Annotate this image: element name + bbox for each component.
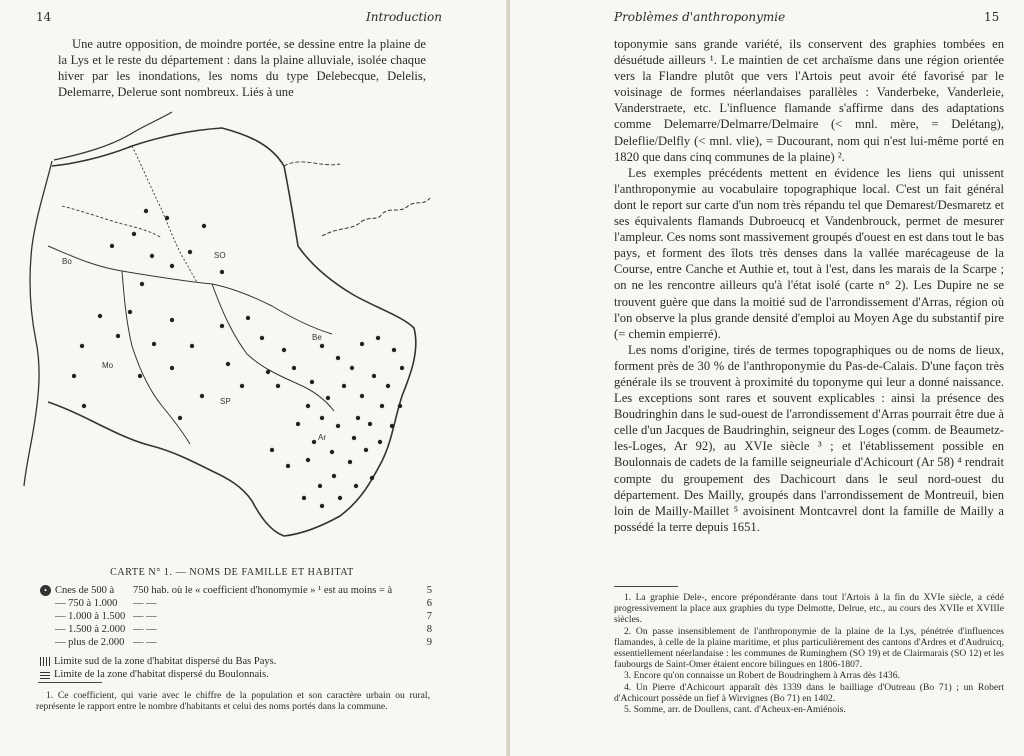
commune-dot: [246, 316, 250, 320]
frontier-line: [322, 198, 430, 236]
commune-dot: [132, 232, 136, 236]
footnote-left: 1. Ce coefficient, qui varie avec le chiffre de la population et son caractère urbain ou rural, représente le rapport entre le nombre d'habitants et celui des noms portés dans la commune.: [36, 690, 430, 713]
commune-dot: [378, 440, 382, 444]
footnote-3: 3. Encore qu'on connaisse un Robert de Boudringhem à Arras dès 1436.: [624, 670, 900, 682]
legend-cell: — 1.000 à 1.500: [55, 611, 126, 622]
commune-dot: [220, 324, 224, 328]
commune-dot: [138, 374, 142, 378]
legend-row: [40, 597, 432, 610]
commune-dot: [170, 264, 174, 268]
commune-dot-icon: •: [40, 585, 51, 596]
map-label-so: SO: [214, 251, 226, 260]
commune-dot: [128, 310, 132, 314]
commune-dot: [350, 366, 354, 370]
commune-dot: [306, 404, 310, 408]
map-label-ar: Ar: [318, 433, 326, 442]
legend-cell: Cnes de 500 à: [55, 585, 115, 596]
map-carte-1: [22, 106, 442, 554]
commune-dot: [286, 464, 290, 468]
commune-dot: [202, 224, 206, 228]
commune-dot: [292, 366, 296, 370]
commune-dot: [326, 396, 330, 400]
commune-dot: [342, 384, 346, 388]
legend-cell: — plus de 2.000: [55, 637, 125, 648]
right-body: [614, 36, 1004, 535]
running-head-right: Problèmes d'anthroponymie: [614, 10, 786, 24]
commune-dot: [165, 216, 169, 220]
commune-dot: [380, 404, 384, 408]
legend-cell: 6: [426, 598, 432, 609]
commune-dot: [200, 394, 204, 398]
commune-dot: [318, 484, 322, 488]
commune-dot: [370, 476, 374, 480]
commune-dot: [368, 422, 372, 426]
commune-dot: [306, 458, 310, 462]
commune-dot: [332, 474, 336, 478]
commune-dot: [320, 344, 324, 348]
commune-dot: [330, 450, 334, 454]
map-label-mo: Mo: [102, 361, 114, 370]
map-label-sp: SP: [220, 397, 231, 406]
commune-dot: [360, 342, 364, 346]
commune-dot: [188, 250, 192, 254]
commune-dot: [276, 384, 280, 388]
commune-dot: [372, 374, 376, 378]
running-head-left: Introduction: [366, 10, 442, 24]
commune-dot: [170, 318, 174, 322]
footnote-5: 5. Somme, arr. de Doullens, cant. d'Acheux-en-Amiénois.: [624, 704, 846, 716]
commune-dot: [226, 362, 230, 366]
commune-dot: [348, 460, 352, 464]
footnote-rule-left: [38, 682, 102, 683]
footnote-4: 4. Un Pierre d'Achicourt apparaît dès 1339 dans le bailliage d'Outreau (Bo 71) ; un Robert d'Achicourt possède un fief à Wirvignes (Bo 71) en 1402.: [614, 681, 1004, 704]
bas-pays-limit: [132, 146, 197, 282]
right-page: [510, 0, 1024, 756]
legend-row: [40, 610, 432, 623]
coastline: [24, 161, 52, 486]
paragraph-3: Les noms d'origine, tirés de termes topographiques ou de noms de lieux, forment près de 30 % de l'anthroponymie du Pas-de-Calais. D'une façon très générale ils se trouvent à proximité du toponyme qui leur a donné naissance. Les exceptions sont rares et souvent explicables : ainsi la présence des Boudringhin dans le sud-ouest de l'arrondissement d'Arras pourrait être due à celle d'un Jacques de Baudringhin, seigneur des Loges (comm. de Beaumetz-les-Loges, Ar 92), au XVIe siècle ³ ; et l'établissement possible en Boulonnais de cadets de la famille seigneuriale d'Achicourt (Ar 58) ⁴ rendrait compte du groupement des Dachicourt dans le seul nord-ouest du département. Des Mailly, groupés dans l'arrondissement de Montreuil, bien loin de Mailly-Maillet ⁵ avoisinent Montcavrel dont la famille de Mailly a possédé la terre depuis 1651.: [614, 342, 1004, 534]
commune-dot: [82, 404, 86, 408]
commune-dot: [320, 504, 324, 508]
commune-dot: [336, 356, 340, 360]
legend-cell: 8: [426, 624, 432, 635]
commune-dot: [150, 254, 154, 258]
commune-dot: [282, 348, 286, 352]
map-caption: CARTE N° 1. — NOMS DE FAMILLE ET HABITAT: [110, 567, 354, 578]
commune-dot: [116, 334, 120, 338]
department-boundary: [48, 128, 416, 536]
legend-row: [40, 623, 432, 636]
inner-boundary-3: [212, 284, 334, 411]
legend-limit-boulonnais: Limite de la zone d'habitat dispersé du Boulonnais.: [40, 668, 432, 681]
commune-dot: [170, 366, 174, 370]
page-number-right: 15: [984, 10, 1000, 24]
paragraph-2: Les exemples précédents mettent en évidence les liens qui unissent l'anthroponymie au vocabulaire topographique local. C'est un fait général dont le report sur carte d'un nom très répandu tel que Demarest/Desmaretz et ses équivalents flamands Dubroeucq et Vandenbrouck, permet de mesurer l'ampleur. Ces noms sont massivement groupés d'ouest en est dans tout le bas pays, et forment des îlots très denses dans la vallée marécageuse de la Course, entre Canche et Authie et, tout à l'est, dans les marais de la Scarpe ; on ne les rencontre ailleurs qu'à l'état isolé (carte n° 2). Les Dupire ne se trouvent guère que dans la moitié sud de l'arrondissement d'Arras, région où l'on observe la plus grande densité d'emploi au Moyen Age du substantif pire (= chemin empierré).: [614, 165, 1004, 341]
legend-cell: — —: [133, 637, 157, 648]
paragraph: Une autre opposition, de moindre portée, se dessine entre la plaine de la Lys et le reste du département : dans la plaine alluviale, isolée chaque hiver par les inondations, les noms du type Delebecque, Delelis, Delemarre, Delerue sont nombreux. Liés à une: [58, 37, 426, 100]
footnote-1: 1. La graphie Dele-, encore prépondérante dans tout l'Artois à la fin du XVIe siècle, a cédé progressivement la place aux graphies du type Delmotte, Delrue, etc., au cours des XVIIe et XVIIIe siècles.: [614, 592, 1004, 626]
page-number-left: 14: [36, 10, 52, 24]
vertical-hatch-icon: [40, 657, 50, 666]
commune-dot: [178, 416, 182, 420]
commune-dot: [376, 336, 380, 340]
commune-dot: [72, 374, 76, 378]
map-label-be: Be: [312, 333, 322, 342]
horizontal-hatch-icon: [40, 670, 50, 679]
commune-dot: [260, 336, 264, 340]
legend-cell: 750 hab. où le « coefficient d'honomymie » ¹ est au moins = à: [133, 585, 393, 596]
commune-dot: [310, 380, 314, 384]
footnote-2: 2. On passe insensiblement de l'anthroponymie de la plaine de la Lys, pénétrée d'influences flamandes, à celle de la plaine maritime, et plus particulièrement des cantons d'Ardres et d'Audruicq, essentiellement néerlandaise : les communes de Ruminghem (SO 19) et de Clairmarais (SO 12) et les faubourgs de Saint-Omer étaient encore bilingues en 1806-1807.: [614, 625, 1004, 671]
paragraph-1: toponymie sans grande variété, ils conservent des graphies tombées en désuétude ailleurs ¹. Le maintien de cet archaïsme dans une région orientée vers la Flandre plutôt que vers l'Artois peut avoir été favorisé par le voisinage de formes néerlandaises parallèles : Vanderbeke, Vanderleie, Vanderstraete, etc. L'influence flamande s'affirme dans des adaptations comme Delemarre/Delmarre/Delmaire (< mnl. mère, = Delétang), Deleflie/Delfly (< mnl. vlie), = Ducourant, nom qui n'est lui-même porté en 1820 que dans cinq communes de la plaine) ².: [614, 37, 1004, 164]
commune-dot: [398, 404, 402, 408]
frontier-line-2: [284, 162, 340, 166]
commune-dot: [80, 344, 84, 348]
commune-dot: [144, 209, 148, 213]
commune-dot: [240, 384, 244, 388]
commune-dot: [110, 244, 114, 248]
commune-dot: [98, 314, 102, 318]
commune-dot: [296, 422, 300, 426]
commune-dot: [266, 370, 270, 374]
inner-boundary-1: [48, 246, 332, 334]
commune-dot: [356, 416, 360, 420]
map-legend: [40, 584, 432, 681]
commune-dot: [336, 424, 340, 428]
commune-dot: [400, 366, 404, 370]
legend-cell: — 750 à 1.000: [55, 598, 118, 609]
legend-cell: — —: [133, 624, 157, 635]
commune-dot: [270, 448, 274, 452]
commune-dot: [140, 282, 144, 286]
commune-dot: [360, 394, 364, 398]
legend-cell: 5: [426, 585, 432, 596]
legend-cell: — 1.500 à 2.000: [55, 624, 126, 635]
commune-dot: [152, 342, 156, 346]
commune-dot: [320, 416, 324, 420]
commune-dot: [354, 484, 358, 488]
commune-dot: [352, 436, 356, 440]
commune-dot: [386, 384, 390, 388]
footnote-rule-right: [614, 586, 678, 587]
left-page: [0, 0, 509, 756]
legend-row: [40, 584, 432, 597]
legend-cell: — —: [133, 598, 157, 609]
commune-dots: [72, 209, 404, 508]
legend-cell: 7: [426, 611, 432, 622]
commune-dot: [338, 496, 342, 500]
legend-cell: 9: [426, 637, 432, 648]
legend-cell: — —: [133, 611, 157, 622]
commune-dot: [190, 344, 194, 348]
commune-dot: [390, 424, 394, 428]
legend-row: [40, 636, 432, 649]
footnotes-right: [614, 592, 1004, 715]
legend-limit-bas-pays: Limite sud de la zone d'habitat dispersé du Bas Pays.: [40, 655, 432, 668]
commune-dot: [302, 496, 306, 500]
commune-dot: [392, 348, 396, 352]
commune-dot: [312, 440, 316, 444]
left-paragraph: [58, 36, 426, 100]
commune-dot: [364, 448, 368, 452]
map-label-bo: Bo: [62, 257, 72, 266]
commune-dot: [220, 270, 224, 274]
